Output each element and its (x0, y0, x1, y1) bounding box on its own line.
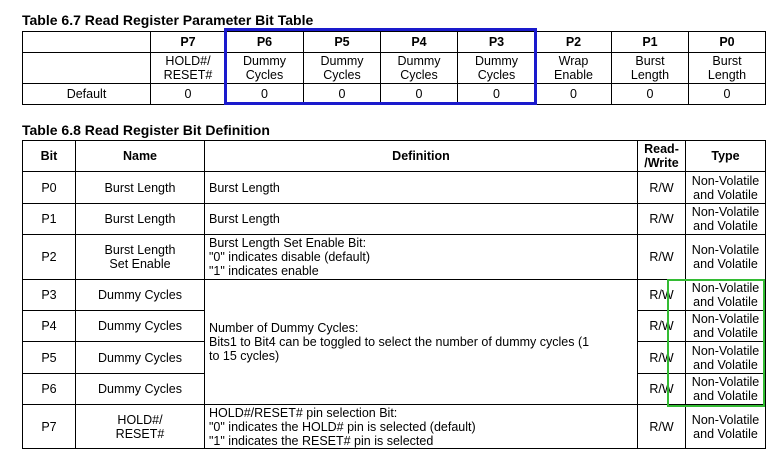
table-row (23, 204, 766, 235)
name-cell: Dummy Cycles (76, 280, 205, 311)
bit-cell: P0 (23, 172, 76, 204)
table1-header-cell: P7 (151, 32, 226, 53)
table1-name-cell: Wrap Enable (536, 53, 612, 84)
name-cell: Burst Length (76, 204, 205, 235)
table1-header-cell: P6 (226, 32, 304, 53)
parameter-bit-table (22, 31, 766, 105)
table1-name-cell: Dummy Cycles (458, 53, 536, 84)
name-cell: Dummy Cycles (76, 374, 205, 405)
bit-cell: P3 (23, 280, 76, 311)
table1-name-cell: Burst Length (612, 53, 689, 84)
table1-default-cell: 0 (689, 84, 766, 105)
dummy-cycles-definition-cell: Number of Dummy Cycles: Bits1 to Bit4 can be toggled to select the number of dummy cycles (1 to 15 cycles) (205, 280, 638, 405)
header-type: Type (686, 141, 766, 172)
table1-name-cell: HOLD#/ RESET# (151, 53, 226, 84)
header-definition: Definition (205, 141, 638, 172)
table1-header-cell: P3 (458, 32, 536, 53)
header-read-write: Read- /Write (638, 141, 686, 172)
table1-header-cell: P2 (536, 32, 612, 53)
table1-header-cell: P4 (381, 32, 458, 53)
name-cell: Burst Length Set Enable (76, 235, 205, 280)
bit-cell: P6 (23, 374, 76, 405)
table-row (23, 280, 766, 311)
type-cell: Non-Volatile and Volatile (686, 342, 766, 374)
rw-cell: R/W (638, 172, 686, 204)
header-name: Name (76, 141, 205, 172)
type-cell: Non-Volatile and Volatile (686, 405, 766, 449)
name-cell: Burst Length (76, 172, 205, 204)
rw-cell: R/W (638, 374, 686, 405)
bit-cell: P5 (23, 342, 76, 374)
definition-cell: Burst Length (205, 172, 638, 204)
bit-cell: P1 (23, 204, 76, 235)
type-cell: Non-Volatile and Volatile (686, 172, 766, 204)
bit-definition-table (22, 140, 766, 449)
rw-cell: R/W (638, 311, 686, 342)
table1-default-cell: 0 (612, 84, 689, 105)
definition-cell: HOLD#/RESET# pin selection Bit: "0" indicates the HOLD# pin is selected (default) "1" indicates the RESET# pin is selected (205, 405, 638, 449)
table1-header-cell (23, 32, 151, 53)
table-row (23, 235, 766, 280)
header-bit: Bit (23, 141, 76, 172)
table1-default-cell: 0 (536, 84, 612, 105)
rw-cell: R/W (638, 204, 686, 235)
table1-name-cell (23, 53, 151, 84)
table1-default-cell: 0 (151, 84, 226, 105)
bit-cell: P4 (23, 311, 76, 342)
table2-header-row (23, 141, 766, 172)
table1-default-cell: 0 (381, 84, 458, 105)
table1-header-row (23, 32, 766, 53)
rw-cell: R/W (638, 235, 686, 280)
definition-cell: Burst Length (205, 204, 638, 235)
table2-title: Table 6.8 Read Register Bit Definition (22, 122, 270, 138)
table-row (23, 172, 766, 204)
rw-cell: R/W (638, 342, 686, 374)
table1-name-row (23, 53, 766, 84)
definition-cell: Burst Length Set Enable Bit: "0" indicates disable (default) "1" indicates enable (205, 235, 638, 280)
type-cell: Non-Volatile and Volatile (686, 374, 766, 405)
table1-default-cell: 0 (458, 84, 536, 105)
bit-cell: P2 (23, 235, 76, 280)
type-cell: Non-Volatile and Volatile (686, 280, 766, 311)
type-cell: Non-Volatile and Volatile (686, 235, 766, 280)
name-cell: Dummy Cycles (76, 342, 205, 374)
rw-cell: R/W (638, 405, 686, 449)
table1-title: Table 6.7 Read Register Parameter Bit Table (22, 12, 314, 28)
table1-header-cell: P1 (612, 32, 689, 53)
rw-cell: R/W (638, 280, 686, 311)
type-cell: Non-Volatile and Volatile (686, 311, 766, 342)
table1-name-cell: Dummy Cycles (381, 53, 458, 84)
table1-header-cell: P0 (689, 32, 766, 53)
table1-name-cell: Burst Length (689, 53, 766, 84)
table1-name-cell: Dummy Cycles (226, 53, 304, 84)
table1-default-label: Default (23, 84, 151, 105)
table-row (23, 405, 766, 449)
table1-default-row (23, 84, 766, 105)
bit-cell: P7 (23, 405, 76, 449)
type-cell: Non-Volatile and Volatile (686, 204, 766, 235)
name-cell: HOLD#/ RESET# (76, 405, 205, 449)
table1-header-cell: P5 (304, 32, 381, 53)
name-cell: Dummy Cycles (76, 311, 205, 342)
table1-default-cell: 0 (304, 84, 381, 105)
table1-default-cell: 0 (226, 84, 304, 105)
table1-name-cell: Dummy Cycles (304, 53, 381, 84)
